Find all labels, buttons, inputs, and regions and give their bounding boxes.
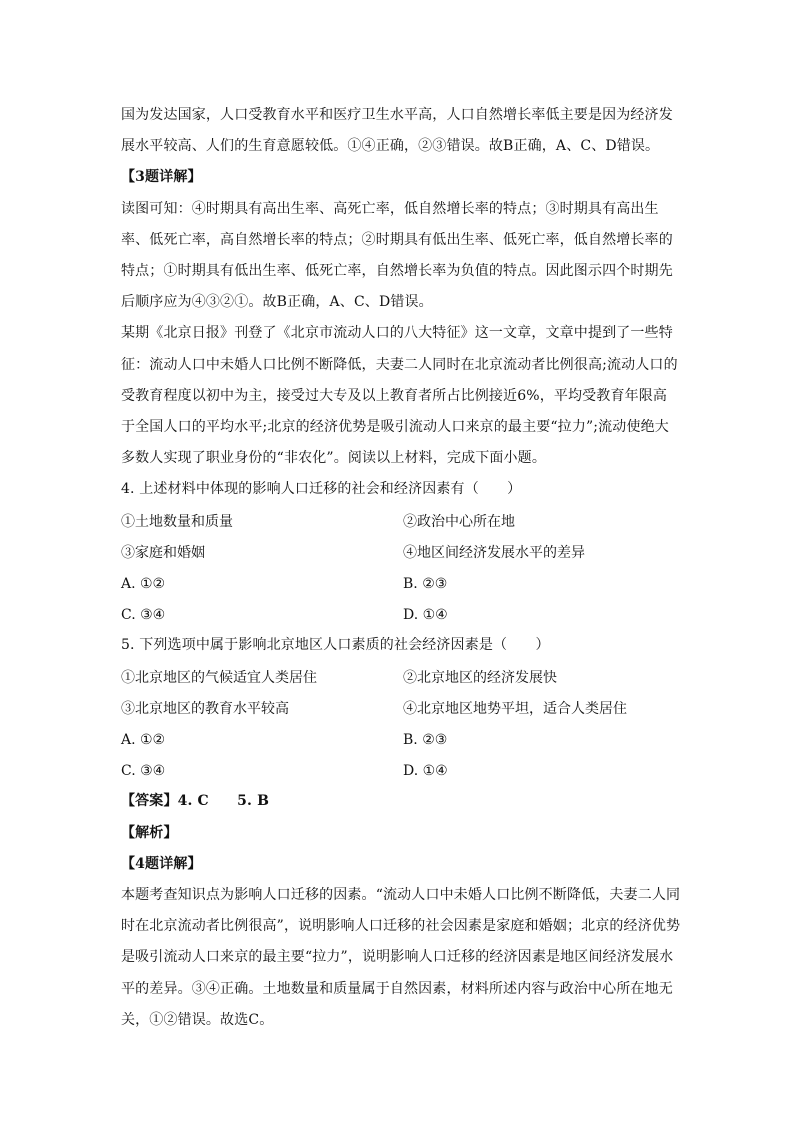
q4-stem: 4. 上述材料中体现的影响人口迁移的社会和经济因素有（ ）	[121, 481, 522, 498]
analysis-heading: 【解析】	[121, 824, 178, 841]
q4-item-3: ③家庭和婚姻	[121, 545, 205, 562]
q5-item-2: ②北京地区的经济发展快	[403, 670, 557, 687]
q3-detail-heading: 【3题详解】	[121, 169, 202, 186]
q4-choices-row-1	[121, 568, 681, 599]
q5-choice-b: B. ②③	[403, 731, 448, 748]
q5-item-1: ①北京地区的气候适宜人类居住	[121, 670, 317, 687]
q4-detail-text: 本题考查知识点为影响人口迁移的因素。“流动人口中未婚人口比例不断降低，夫妻二人同时在北京流动者比例很高”，说明影响人口迁移的社会因素是家庭和婚姻；北京的经济优势是吸引流动人口来京的最主要“拉力”，说明影响人口迁移的经济因素是地区间经济发展水平的差异。③④正确。土地数量和质量属于自然因素，材料所述内容与政治中心所在地无关，①②错误。故选C。	[121, 886, 681, 1028]
q4-options-row-1	[121, 506, 681, 537]
q5-item-3: ③北京地区的教育水平较高	[121, 701, 289, 718]
q4-choice-a: A. ①②	[121, 575, 166, 592]
q3-detail-text: 读图可知：④时期具有高出生率、高死亡率，低自然增长率的特点；③时期具有高出生率、低死亡率，高自然增长率的特点；②时期具有低出生率、低死亡率，低自然增长率的特点；①时期具有低出生率、低死亡率，自然增长率为负值的特点。因此图示四个时期先后顺序应为④③②①。故B正确，A、C、D错误。	[121, 200, 673, 311]
q4-choice-b: B. ②③	[403, 575, 448, 592]
q4-options-row-2	[121, 537, 681, 568]
q5-stem: 5. 下列选项中属于影响北京地区人口素质的社会经济因素是（ ）	[121, 637, 550, 654]
q4-item-1: ①土地数量和质量	[121, 514, 233, 531]
q4-choices-row-2	[121, 599, 681, 630]
q5-choice-d: D. ①④	[403, 762, 448, 779]
q5-item-4: ④北京地区地势平坦，适合人类居住	[403, 701, 627, 718]
q4-detail-heading: 【4题详解】	[121, 855, 202, 872]
answer-line: 【答案】4. C 5. B	[121, 793, 270, 810]
q5-choice-c: C. ③④	[121, 762, 166, 779]
q4-item-4: ④地区间经济发展水平的差异	[403, 545, 585, 562]
q5-options-row-1	[121, 662, 681, 693]
q4-choice-c: C. ③④	[121, 606, 166, 623]
material-text: 某期《北京日报》刊登了《北京市流动人口的八大特征》这一文章，文章中提到了一些特征：流动人口中未婚人口比例不断降低，夫妻二人同时在北京流动者比例很高;流动人口的受教育程度以初中为主，接受过大专及以上教育者所占比例接近6%，平均受教育年限高于全国人口的平均水平;北京的经济优势是吸引流动人口来京的最主要“拉力”;流动使绝大多数人实现了职业身份的“非农化”。阅读以上材料，完成下面小题。	[121, 325, 678, 467]
q5-choice-a: A. ①②	[121, 731, 166, 748]
q5-options-row-2	[121, 693, 681, 724]
q4-choice-d: D. ①④	[403, 606, 448, 623]
paragraph-continuation: 国为发达国家，人口受教育水平和医疗卫生水平高，人口自然增长率低主要是因为经济发展水平较高、人们的生育意愿较低。①④正确，②③错误。故B正确，A、C、D错误。	[121, 107, 673, 155]
q5-choices-row-1	[121, 724, 681, 755]
q5-choices-row-2	[121, 755, 681, 786]
document-content	[121, 100, 681, 1036]
q4-item-2: ②政治中心所在地	[403, 514, 515, 531]
